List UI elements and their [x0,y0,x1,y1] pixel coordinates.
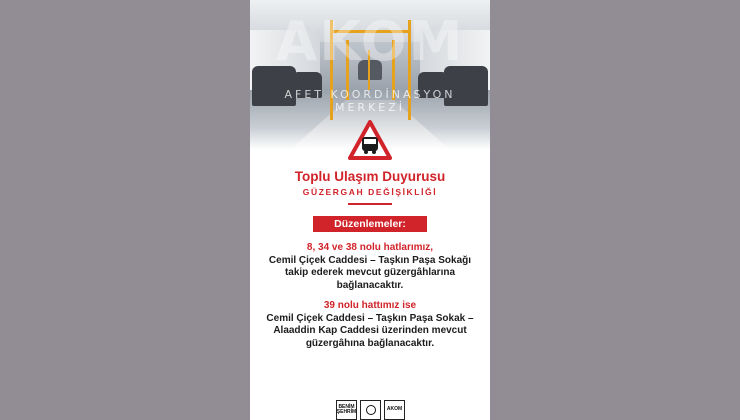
paragraph-line: güzergâhına bağlanacaktır. [305,337,435,349]
paragraph-line: Cemil Çiçek Caddesi – Taşkın Paşa Sokak – [266,312,474,324]
paragraph-line: takip ederek mevcut güzergâhlarına [284,267,456,279]
benim-sehrim-logo: BENİM ŞEHRİM [336,400,357,420]
route-highlight: 39 nolu hattımız ise [323,300,417,311]
routes-highlight: 8, 34 ve 38 nolu hatlarımız, [306,242,434,253]
paragraph-routes-8-34-38 [250,242,490,292]
divider [348,203,392,205]
akom-logo: AKOM [384,400,405,420]
page-subtitle: GÜZERGAH DEĞİŞİKLİĞİ [302,187,438,197]
footer-logos [336,400,406,420]
paragraph-route-39 [250,300,490,350]
paragraph-line: Alaaddin Kap Caddesi üzerinden mevcut [273,325,467,337]
paragraph-line: bağlanacaktır. [336,279,404,291]
paragraph-line: Cemil Çiçek Caddesi – Taşkın Paşa Sokağı [268,254,472,266]
announcement-poster [250,0,490,420]
watermark-logo: AKOM [275,10,465,73]
section-badge: Düzenlemeler: [313,216,427,232]
page-title: Toplu Ulaşım Duyurusu [294,169,446,184]
municipality-seal-icon [360,400,381,420]
warning-bus-icon [348,120,392,162]
watermark-caption: AFET KOORDİNASYON MERKEZİ [284,88,456,114]
